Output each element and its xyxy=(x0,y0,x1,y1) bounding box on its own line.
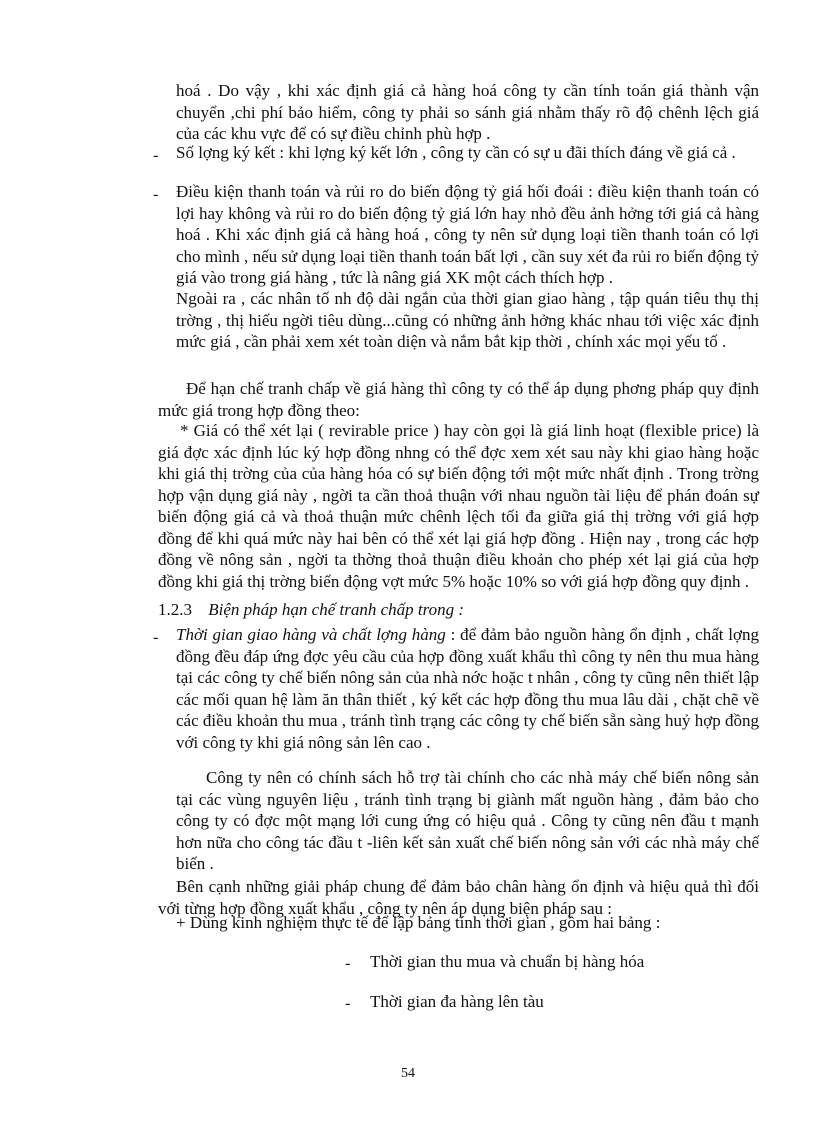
bullet-delivery-quality xyxy=(176,624,759,753)
page-number: 54 xyxy=(401,1066,415,1081)
section-number: 1.2.3 xyxy=(158,600,192,619)
bullet-delivery-quality-title: Thời gian giao hàng và chất lợng hàng xyxy=(176,625,446,644)
bullet-marker: - xyxy=(153,629,159,646)
paragraph-other-factors: Ngoài ra , các nhân tố nh độ dài ngắn của thời gian giao hàng , tập quán tiêu thụ thị trờng , thị hiếu ngời tiêu dùng...cũng có những ảnh hởng khác nhau tới việc xác định mức giá , cần phải xem xét toàn diện và nắm bắt kịp thời , chính xác mọi yếu tố . xyxy=(176,289,759,351)
paragraph-price-factors: hoá . Do vậy , khi xác định giá cả hàng hoá công ty cần tính toán giá thành vận chuyển ,chi phí bảo hiểm, công ty phải so sánh giá nhằm thấy rõ độ chênh lệch giá của các khu vực để có sự điều chỉnh phù hợp . xyxy=(176,81,759,143)
section-title: Biện pháp hạn chế tranh chấp trong : xyxy=(208,600,464,619)
section-heading xyxy=(158,599,759,620)
bullet-marker: - xyxy=(345,995,351,1012)
plus-item-timetable: + Dùng kinh nghiệm thực tế để lập bảng tính thời gian , gồm hai bảng : xyxy=(176,913,661,932)
sub-item-purchase-time: Thời gian thu mua và chuẩn bị hàng hóa xyxy=(370,952,645,971)
bullet-payment-terms: Điều kiện thanh toán và rủi ro do biến động tỷ giá hối đoái : điều kiện thanh toán có lợi hay không và rủi ro do biến động tỷ giá lớn hay nhỏ đều ảnh hởng tới giá cả hàng hoá . Khi xác định giá cả hàng hoá , công ty nên sử dụng loại tiền thanh toán có lợi cho mình , nếu sử dụng loại tiền thanh toán bất lợi , cần suy xét đa rủi ro biến động tỷ giá vào trong giá hàng , tức là nâng giá XK một cách thích hợp . xyxy=(176,182,759,287)
bullet-marker: - xyxy=(153,147,159,164)
sub-item-shipping-time: Thời gian đa hàng lên tàu xyxy=(370,992,544,1011)
paragraph-flexible-price: * Giá có thể xét lại ( revirable price ) hay còn gọi là giá linh hoạt (flexible price) là giá đợc xác định lúc ký hợp đồng nhng có thể đợc xem xét sau này khi giao hàng hoặc khi giá thị trờng của của hàng hóa có sự biến động tới một mức nhất định . Trong trờng hợp vận dụng giá này , ngời ta cần thoả thuận với nhau nguồn tài liệu để phán đoán sự biến động giá cả và thoả thuận mức chênh lệch tối đa giữa giá thị trờng với giá hợp đồng để khi quá mức này hai bên có thể xét lại giá hợp đồng . Hiện nay , trong các hợp đồng về nông sản , ngời ta thờng thoả thuận điều khoản cho phép xét lại giá của hợp đồng khi giá thị trờng biến động vợt mức 5% hoặc 10% so với giá hợp đồng quy định . xyxy=(158,421,759,591)
paragraph-finance-support: Công ty nên có chính sách hỗ trợ tài chính cho các nhà máy chế biến nông sản tại các vùng nguyên liệu , tránh tình trạng bị giành mất nguồn hàng , đảm bảo cho công ty có đợc một mạng lới cung ứng có hiệu quả . Công ty cũng nên đầu t mạnh hơn nữa cho công tác đầu t -liên kết sản xuất chế biến nông sản với các nhà máy chế biến . xyxy=(176,768,759,873)
bullet-quantity: Số lợng ký kết : khi lợng ký kết lớn , công ty cần có sự u đãi thích đáng về giá cả . xyxy=(176,143,736,162)
bullet-marker: - xyxy=(345,955,351,972)
paragraph-limit-dispute: Để hạn chế tranh chấp về giá hàng thì công ty có thể áp dụng phơng pháp quy định mức giá trong hợp đồng theo: xyxy=(158,379,759,420)
paragraph-general-solutions: Bên cạnh những giải pháp chung để đảm bảo chân hàng ổn định và hiệu quả thì đối với từng hợp đồng xuất khẩu , công ty nên áp dụng biện pháp sau : xyxy=(158,877,759,918)
bullet-marker: - xyxy=(153,186,159,203)
bullet-delivery-quality-text: : để đảm bảo nguồn hàng ổn định , chất lợng đồng đều đáp ứng đợc yêu cầu của hợp đồng xuất khẩu thì công ty nên thu mua hàng tại các công ty chế biến nông sản của nhà nớc hoặc t nhân , công ty cũng nên thiết lập các mối quan hệ làm ăn thân thiết , ký kết các hợp đồng thu mua lâu dài , chặt chẽ về các điều khoản thu mua , tránh tình trạng các công ty chế biến sẵn sàng huỷ hợp đồng với công ty khi giá nông sản lên cao . xyxy=(176,625,759,752)
